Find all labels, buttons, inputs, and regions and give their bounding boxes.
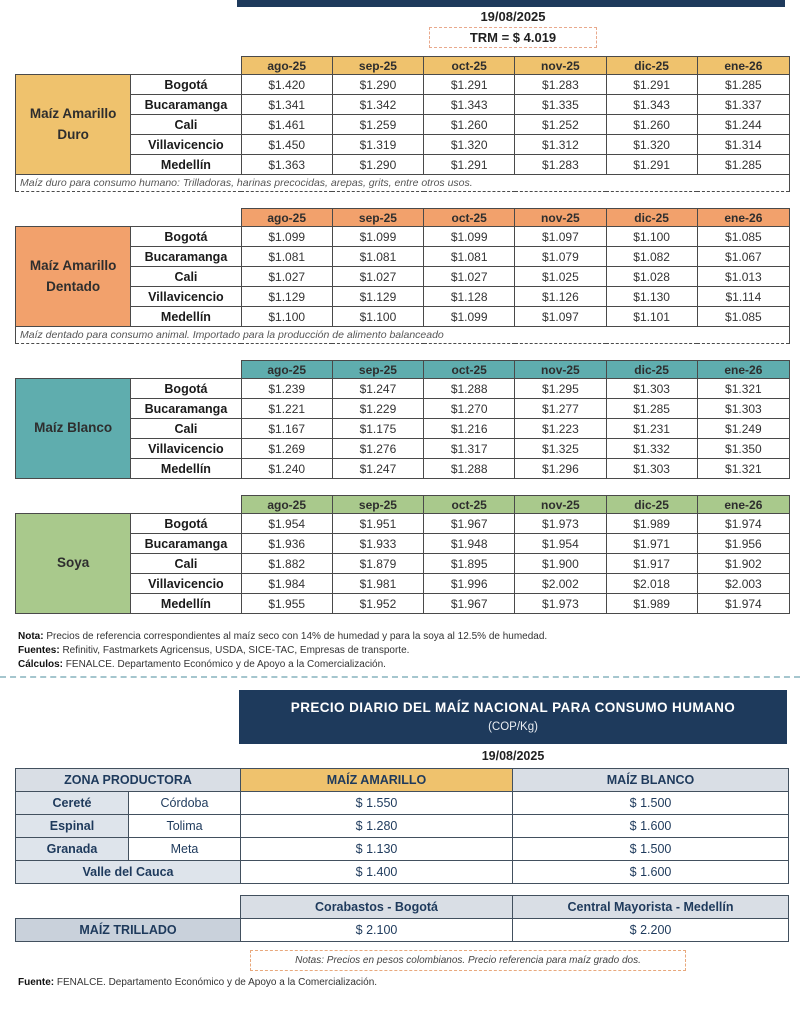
amarillo-price-cell: $ 1.130 — [241, 838, 513, 861]
price-cell: $1.967 — [424, 594, 515, 614]
price-row — [16, 75, 790, 95]
price-cell: $1.276 — [332, 439, 423, 459]
month-header-cell: ago-25 — [241, 496, 332, 514]
price-row — [16, 514, 790, 534]
header-spacer-cell — [16, 496, 242, 514]
price-row — [16, 95, 790, 115]
price-cell: $1.895 — [424, 554, 515, 574]
month-header-cell: oct-25 — [424, 361, 515, 379]
section2-title: PRECIO DIARIO DEL MAÍZ NACIONAL PARA CONSUMO HUMANO — [290, 700, 736, 715]
price-row — [16, 135, 790, 155]
price-cell: $1.283 — [515, 155, 606, 175]
city-name-cell: Medellín — [131, 459, 241, 479]
department-cell: Tolima — [129, 815, 241, 838]
table-note: Maíz duro para consumo humano: Trilladoras, harinas precocidas, arepas, grits, entre otros usos. — [16, 175, 790, 192]
price-cell: $1.981 — [332, 574, 423, 594]
price-cell: $1.974 — [697, 514, 789, 534]
price-cell: $1.027 — [424, 267, 515, 287]
footnote-fuentes-label: Fuentes: — [18, 645, 60, 656]
month-header-cell: sep-25 — [332, 209, 423, 227]
price-cell: $1.952 — [332, 594, 423, 614]
price-cell: $1.320 — [424, 135, 515, 155]
commodity-name-cell: Soya — [16, 514, 131, 614]
price-cell: $1.129 — [332, 287, 423, 307]
price-cell: $1.231 — [606, 419, 697, 439]
price-row — [16, 554, 790, 574]
price-cell: $1.285 — [606, 399, 697, 419]
market-header-cell: Corabastos - Bogotá — [241, 896, 513, 919]
commodity-table-maiz-amarillo-duro — [15, 56, 790, 192]
price-row — [16, 459, 790, 479]
note-row — [16, 327, 790, 344]
month-header-cell: dic-25 — [606, 209, 697, 227]
header-spacer-cell — [16, 57, 242, 75]
price-cell: $1.067 — [697, 247, 789, 267]
price-cell: $1.325 — [515, 439, 606, 459]
fuente-label: Fuente: — [18, 977, 55, 988]
zona-row — [16, 861, 789, 884]
month-header-cell: nov-25 — [515, 209, 606, 227]
price-cell: $1.973 — [515, 514, 606, 534]
price-cell: $1.291 — [606, 155, 697, 175]
month-header-row — [16, 57, 790, 75]
price-row — [16, 399, 790, 419]
price-cell: $1.320 — [606, 135, 697, 155]
city-name-cell: Villavicencio — [131, 439, 241, 459]
price-cell: $1.879 — [332, 554, 423, 574]
price-row — [16, 247, 790, 267]
price-cell: $1.175 — [332, 419, 423, 439]
footnote-calculos-text: FENALCE. Departamento Económico y de Apoyo a la Comercialización. — [65, 659, 386, 670]
price-cell: $1.342 — [332, 95, 423, 115]
month-header-cell: dic-25 — [606, 496, 697, 514]
price-cell: $1.973 — [515, 594, 606, 614]
trm-value: TRM = $ 4.019 — [469, 30, 557, 45]
price-cell: $1.317 — [424, 439, 515, 459]
section2-subtitle: (COP/Kg) — [488, 721, 538, 733]
trm-box — [429, 27, 597, 48]
month-header-cell: sep-25 — [332, 496, 423, 514]
price-cell: $1.081 — [424, 247, 515, 267]
price-cell: $1.229 — [332, 399, 423, 419]
price-cell: $2.018 — [606, 574, 697, 594]
price-row — [16, 307, 790, 327]
city-name-cell: Bogotá — [131, 379, 241, 399]
price-cell: $1.335 — [515, 95, 606, 115]
price-cell: $1.079 — [515, 247, 606, 267]
price-cell: $1.099 — [424, 307, 515, 327]
table-note: Maíz dentado para consumo animal. Importado para la producción de alimento balanceado — [16, 327, 790, 344]
trillado-row — [16, 919, 789, 942]
report-header — [239, 9, 787, 48]
price-cell: $1.114 — [697, 287, 789, 307]
zona-productora-header-cell: ZONA PRODUCTORA — [16, 769, 241, 792]
header-spacer-cell — [16, 896, 241, 919]
price-cell: $1.954 — [241, 514, 332, 534]
month-header-cell: ene-26 — [697, 361, 789, 379]
price-cell: $1.989 — [606, 594, 697, 614]
price-cell: $1.343 — [606, 95, 697, 115]
price-cell: $1.097 — [515, 307, 606, 327]
maiz-blanco-header-cell: MAÍZ BLANCO — [513, 769, 789, 792]
price-cell: $1.290 — [332, 75, 423, 95]
price-cell: $1.321 — [697, 459, 789, 479]
commodity-price-tables — [0, 56, 800, 614]
price-cell: $1.303 — [606, 459, 697, 479]
price-cell: $1.249 — [697, 419, 789, 439]
price-cell: $1.223 — [515, 419, 606, 439]
price-cell: $1.013 — [697, 267, 789, 287]
price-cell: $1.303 — [697, 399, 789, 419]
price-cell: $1.085 — [697, 227, 789, 247]
price-row — [16, 379, 790, 399]
month-header-cell: ago-25 — [241, 57, 332, 75]
price-cell: $1.450 — [241, 135, 332, 155]
price-cell: $1.082 — [606, 247, 697, 267]
price-cell: $1.259 — [332, 115, 423, 135]
city-name-cell: Bucaramanga — [131, 399, 241, 419]
report-date: 19/08/2025 — [480, 9, 546, 24]
blanco-price-cell: $ 1.600 — [513, 815, 789, 838]
price-row — [16, 155, 790, 175]
price-cell: $1.270 — [424, 399, 515, 419]
trillado-price-cell: $ 2.200 — [513, 919, 789, 942]
month-header-cell: oct-25 — [424, 209, 515, 227]
price-cell: $1.285 — [697, 75, 789, 95]
header-spacer-cell — [16, 361, 242, 379]
blanco-price-cell: $ 1.500 — [513, 792, 789, 815]
price-cell: $1.420 — [241, 75, 332, 95]
zona-header-row — [16, 769, 789, 792]
city-name-cell: Cali — [131, 419, 241, 439]
zona-row — [16, 815, 789, 838]
price-cell: $1.984 — [241, 574, 332, 594]
price-cell: $1.027 — [332, 267, 423, 287]
price-cell: $1.283 — [515, 75, 606, 95]
zona-row — [16, 838, 789, 861]
zone-cell: Valle del Cauca — [16, 861, 241, 884]
city-name-cell: Bogotá — [131, 514, 241, 534]
price-cell: $1.933 — [332, 534, 423, 554]
price-cell: $1.099 — [241, 227, 332, 247]
commodity-table-soya — [15, 495, 790, 614]
price-row — [16, 115, 790, 135]
section2-date: 19/08/2025 — [481, 749, 545, 763]
section2-title-banner — [239, 690, 787, 744]
price-cell: $1.303 — [606, 379, 697, 399]
price-cell: $1.288 — [424, 379, 515, 399]
month-header-cell: dic-25 — [606, 361, 697, 379]
price-cell: $1.296 — [515, 459, 606, 479]
price-cell: $2.003 — [697, 574, 789, 594]
price-cell: $1.337 — [697, 95, 789, 115]
city-name-cell: Villavicencio — [131, 287, 241, 307]
price-cell: $1.277 — [515, 399, 606, 419]
fuente-text: FENALCE. Departamento Económico y de Apoyo a la Comercialización. — [56, 977, 378, 988]
city-name-cell: Cali — [131, 115, 241, 135]
zona-productora-table — [15, 768, 789, 884]
city-name-cell: Medellín — [131, 155, 241, 175]
price-cell: $1.343 — [424, 95, 515, 115]
price-cell: $1.244 — [697, 115, 789, 135]
month-header-cell: ago-25 — [241, 361, 332, 379]
top-banner-edge — [237, 0, 785, 7]
market-header-cell: Central Mayorista - Medellín — [513, 896, 789, 919]
price-cell: $1.967 — [424, 514, 515, 534]
price-cell: $1.319 — [332, 135, 423, 155]
month-header-cell: ene-26 — [697, 209, 789, 227]
month-header-row — [16, 361, 790, 379]
month-header-cell: nov-25 — [515, 496, 606, 514]
price-cell: $1.100 — [606, 227, 697, 247]
zone-cell: Granada — [16, 838, 129, 861]
note-row — [16, 175, 790, 192]
price-cell: $1.130 — [606, 287, 697, 307]
price-cell: $1.314 — [697, 135, 789, 155]
month-header-row — [16, 496, 790, 514]
month-header-cell: ene-26 — [697, 496, 789, 514]
price-cell: $1.097 — [515, 227, 606, 247]
price-cell: $1.971 — [606, 534, 697, 554]
price-cell: $1.247 — [332, 379, 423, 399]
price-cell: $1.955 — [241, 594, 332, 614]
price-cell: $2.002 — [515, 574, 606, 594]
section2-header — [239, 690, 787, 763]
price-cell: $1.902 — [697, 554, 789, 574]
price-cell: $1.100 — [332, 307, 423, 327]
price-cell: $1.167 — [241, 419, 332, 439]
amarillo-price-cell: $ 1.280 — [241, 815, 513, 838]
commodity-table-maiz-amarillo-dentado — [15, 208, 790, 344]
price-cell: $1.900 — [515, 554, 606, 574]
commodity-table-maiz-blanco — [15, 360, 790, 479]
price-cell: $1.288 — [424, 459, 515, 479]
month-header-cell: dic-25 — [606, 57, 697, 75]
trillado-price-cell: $ 2.100 — [241, 919, 513, 942]
price-cell: $1.350 — [697, 439, 789, 459]
footnote-calculos-label: Cálculos: — [18, 659, 64, 670]
month-header-cell: oct-25 — [424, 496, 515, 514]
commodity-name-cell: Maíz Amarillo Duro — [16, 75, 131, 175]
zone-cell: Cereté — [16, 792, 129, 815]
price-cell: $1.081 — [332, 247, 423, 267]
zona-productora-table-slot — [0, 768, 800, 884]
price-cell: $1.027 — [241, 267, 332, 287]
price-cell: $1.291 — [424, 155, 515, 175]
price-cell: $1.974 — [697, 594, 789, 614]
month-header-cell: sep-25 — [332, 361, 423, 379]
amarillo-price-cell: $ 1.400 — [241, 861, 513, 884]
footnote-calculos — [18, 658, 800, 672]
price-cell: $1.936 — [241, 534, 332, 554]
price-cell: $1.221 — [241, 399, 332, 419]
month-header-cell: nov-25 — [515, 57, 606, 75]
department-cell: Meta — [129, 838, 241, 861]
price-cell: $1.240 — [241, 459, 332, 479]
price-cell: $1.954 — [515, 534, 606, 554]
price-cell: $1.989 — [606, 514, 697, 534]
zona-row — [16, 792, 789, 815]
price-cell: $1.951 — [332, 514, 423, 534]
price-cell: $1.247 — [332, 459, 423, 479]
price-cell: $1.461 — [241, 115, 332, 135]
city-name-cell: Medellín — [131, 307, 241, 327]
price-cell: $1.100 — [241, 307, 332, 327]
maiz-trillado-table-slot — [0, 895, 800, 942]
month-header-cell: ene-26 — [697, 57, 789, 75]
price-cell: $1.260 — [606, 115, 697, 135]
city-name-cell: Medellín — [131, 594, 241, 614]
city-name-cell: Villavicencio — [131, 574, 241, 594]
city-name-cell: Cali — [131, 554, 241, 574]
price-row — [16, 227, 790, 247]
price-cell: $1.101 — [606, 307, 697, 327]
price-cell: $1.291 — [606, 75, 697, 95]
price-cell: $1.290 — [332, 155, 423, 175]
price-row — [16, 287, 790, 307]
zone-cell: Espinal — [16, 815, 129, 838]
commodity-name-cell: Maíz Amarillo Dentado — [16, 227, 131, 327]
footnote-nota-text: Precios de referencia correspondientes al maíz seco con 14% de humedad y para la soya al 12.5% de humedad. — [46, 631, 548, 642]
commodity-name-cell: Maíz Blanco — [16, 379, 131, 479]
price-cell: $1.295 — [515, 379, 606, 399]
city-name-cell: Villavicencio — [131, 135, 241, 155]
month-header-cell: ago-25 — [241, 209, 332, 227]
price-cell: $1.321 — [697, 379, 789, 399]
city-name-cell: Bucaramanga — [131, 247, 241, 267]
price-cell: $1.081 — [241, 247, 332, 267]
price-cell: $1.341 — [241, 95, 332, 115]
price-cell: $1.363 — [241, 155, 332, 175]
notas-box — [250, 950, 686, 971]
price-cell: $1.129 — [241, 287, 332, 307]
price-cell: $1.025 — [515, 267, 606, 287]
footnotes — [18, 630, 800, 672]
price-cell: $1.216 — [424, 419, 515, 439]
city-name-cell: Bogotá — [131, 227, 241, 247]
price-cell: $1.126 — [515, 287, 606, 307]
price-cell: $1.285 — [697, 155, 789, 175]
city-name-cell: Bogotá — [131, 75, 241, 95]
price-cell: $1.239 — [241, 379, 332, 399]
footnote-nota-label: Nota: — [18, 631, 44, 642]
price-row — [16, 534, 790, 554]
price-cell: $1.128 — [424, 287, 515, 307]
trillado-label-cell: MAÍZ TRILLADO — [16, 919, 241, 942]
maiz-amarillo-header-cell: MAÍZ AMARILLO — [241, 769, 513, 792]
month-header-cell: nov-25 — [515, 361, 606, 379]
price-row — [16, 574, 790, 594]
month-header-cell: sep-25 — [332, 57, 423, 75]
price-row — [16, 594, 790, 614]
price-cell: $1.260 — [424, 115, 515, 135]
notas-text: Notas: Precios en pesos colombianos. Precio referencia para maíz grado dos. — [295, 955, 641, 966]
price-cell: $1.917 — [606, 554, 697, 574]
city-name-cell: Cali — [131, 267, 241, 287]
price-cell: $1.996 — [424, 574, 515, 594]
department-cell: Córdoba — [129, 792, 241, 815]
price-row — [16, 419, 790, 439]
header-spacer-cell — [16, 209, 242, 227]
month-header-cell: oct-25 — [424, 57, 515, 75]
price-cell: $1.085 — [697, 307, 789, 327]
footnote-nota — [18, 630, 800, 644]
price-cell: $1.948 — [424, 534, 515, 554]
price-cell: $1.312 — [515, 135, 606, 155]
month-header-row — [16, 209, 790, 227]
price-cell: $1.099 — [332, 227, 423, 247]
price-cell: $1.956 — [697, 534, 789, 554]
price-cell: $1.099 — [424, 227, 515, 247]
price-row — [16, 267, 790, 287]
blanco-price-cell: $ 1.600 — [513, 861, 789, 884]
city-name-cell: Bucaramanga — [131, 534, 241, 554]
amarillo-price-cell: $ 1.550 — [241, 792, 513, 815]
price-cell: $1.252 — [515, 115, 606, 135]
price-cell: $1.028 — [606, 267, 697, 287]
price-row — [16, 439, 790, 459]
price-cell: $1.332 — [606, 439, 697, 459]
price-cell: $1.269 — [241, 439, 332, 459]
maiz-trillado-table — [15, 895, 789, 942]
trillado-header-row — [16, 896, 789, 919]
price-cell: $1.882 — [241, 554, 332, 574]
fuente-line — [18, 977, 800, 988]
city-name-cell: Bucaramanga — [131, 95, 241, 115]
price-cell: $1.291 — [424, 75, 515, 95]
footnote-fuentes — [18, 644, 800, 658]
section-divider — [0, 676, 800, 678]
blanco-price-cell: $ 1.500 — [513, 838, 789, 861]
footnote-fuentes-text: Refinitiv, Fastmarkets Agricensus, USDA, SICE-TAC, Empresas de transporte. — [62, 645, 410, 656]
